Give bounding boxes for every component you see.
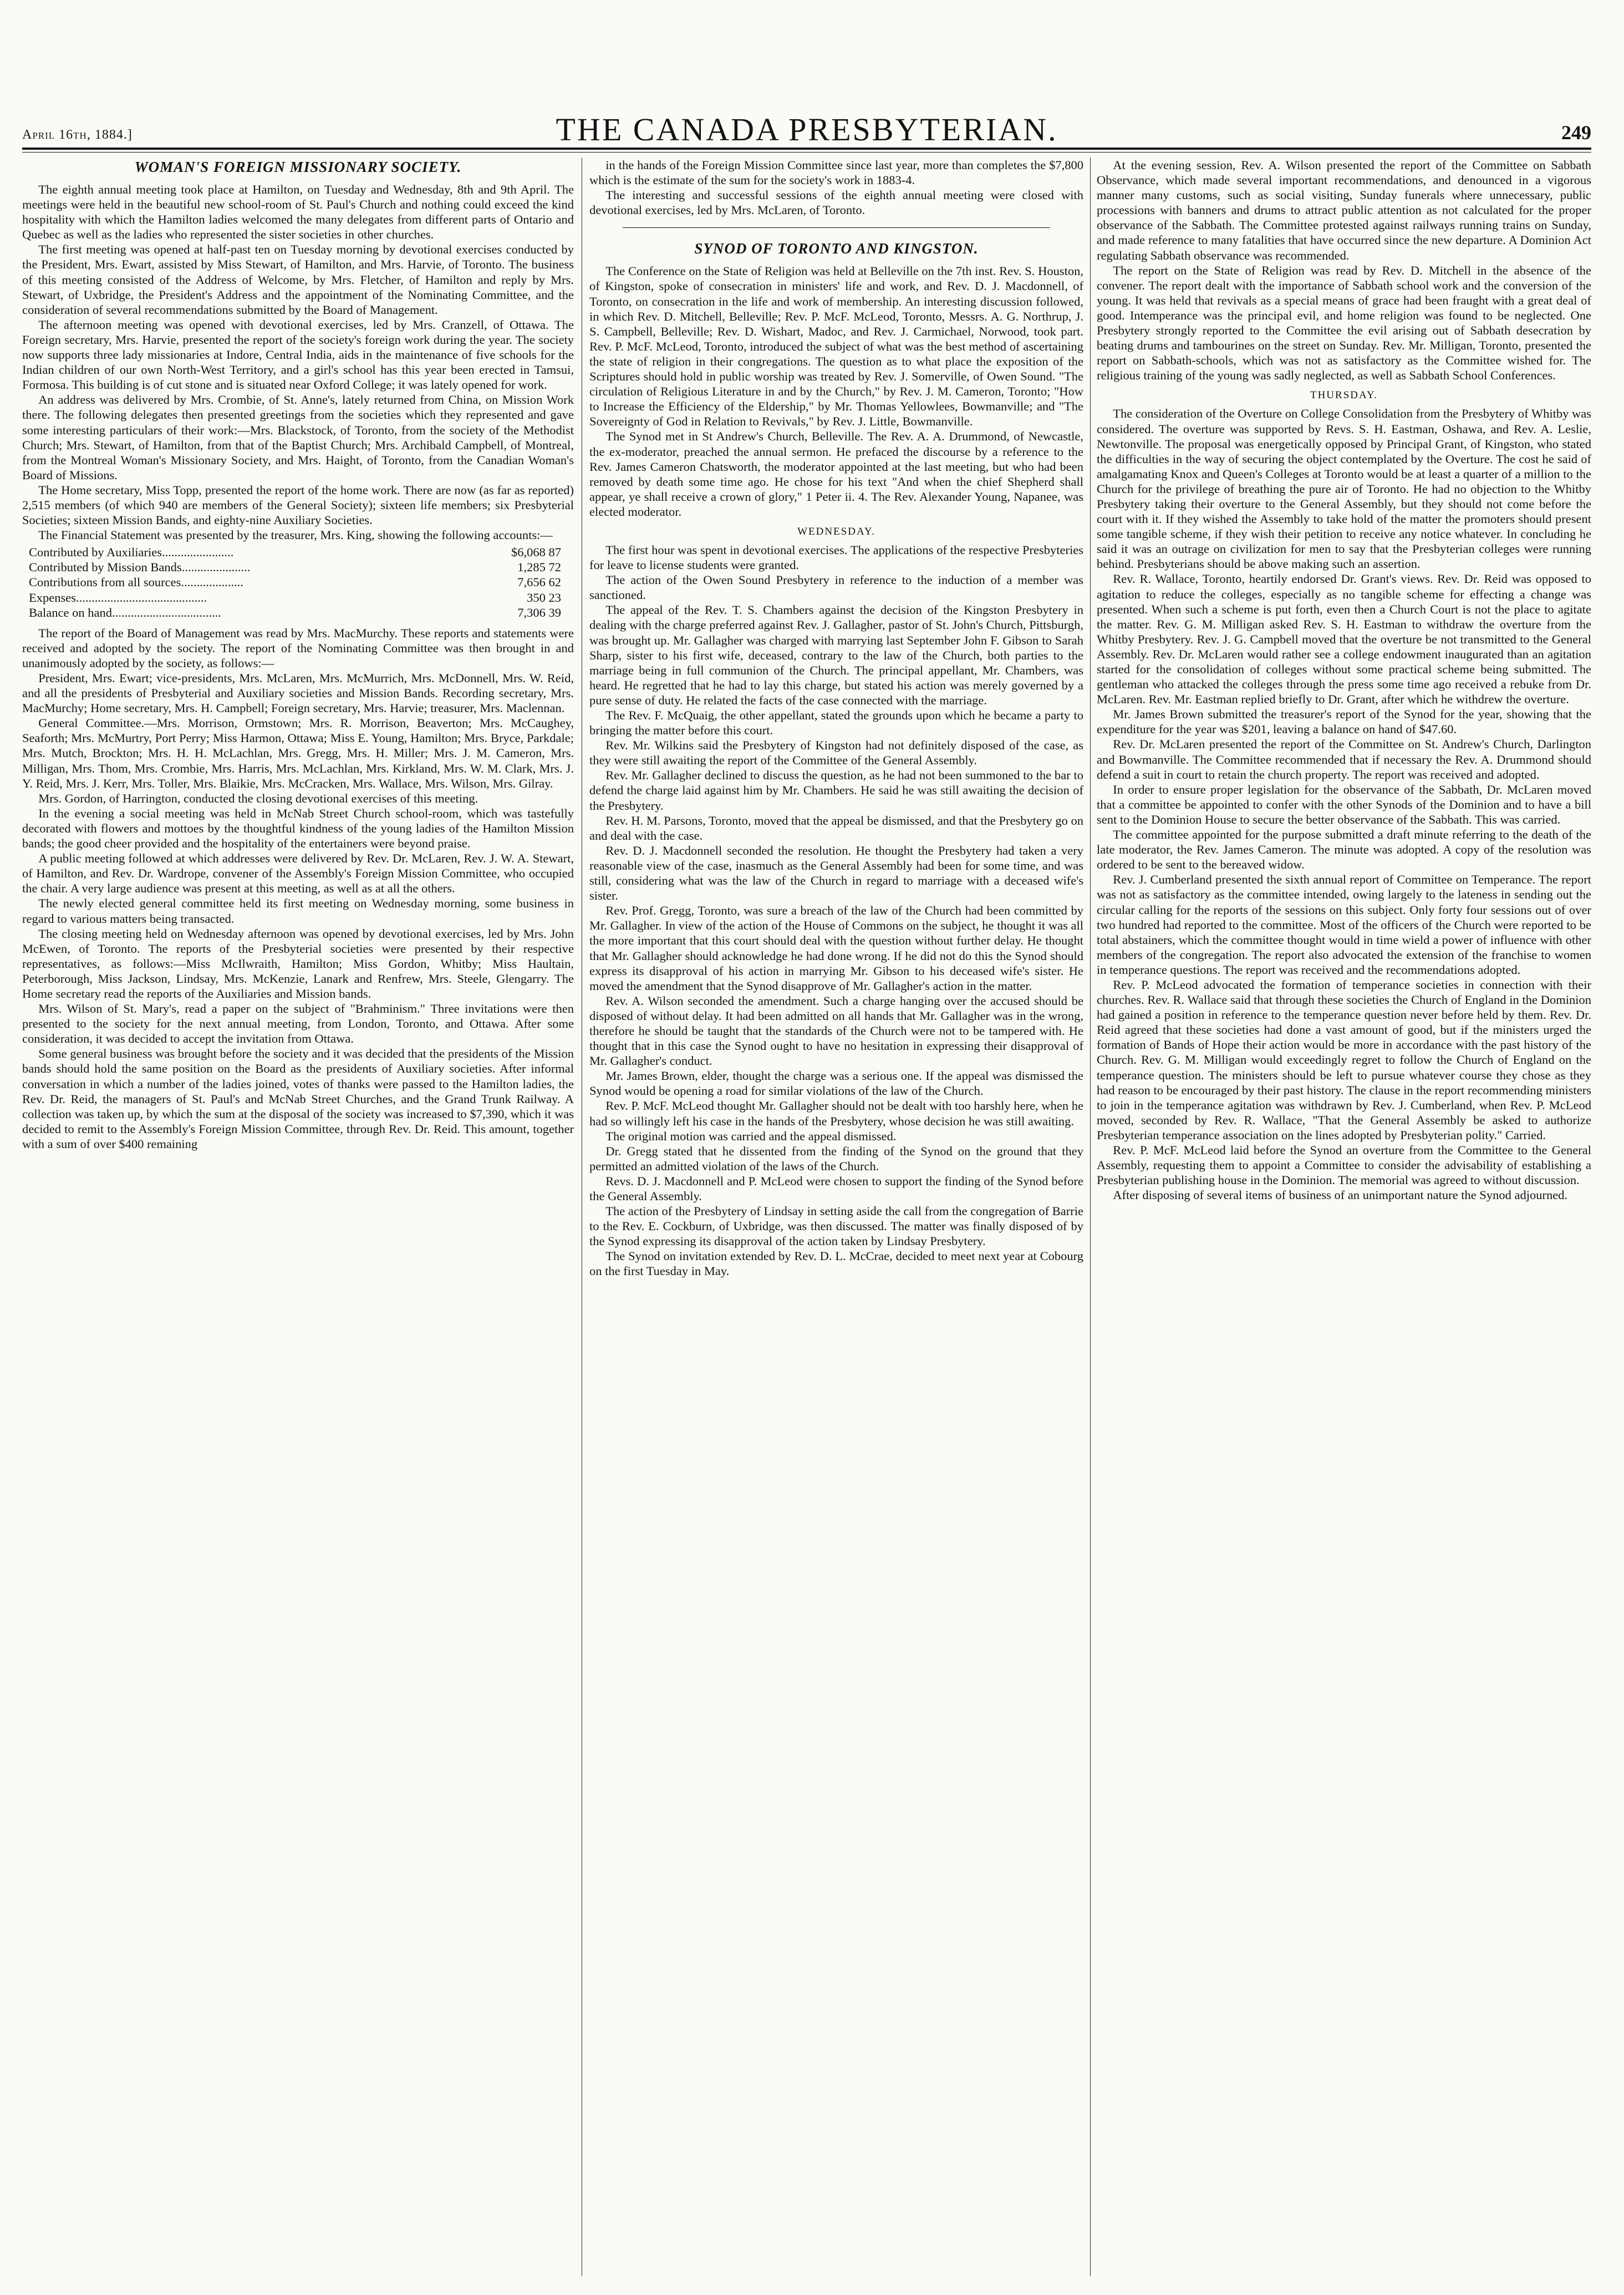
financial-statement	[29, 545, 561, 620]
header-rule-thin	[22, 152, 1591, 153]
issue-date: April 16th, 1884.]	[22, 128, 133, 142]
paragraph: An address was delivered by Mrs. Crombie, of St. Anne's, lately returned from China, on Mission Work there. The following delegates then presented greetings from the societies which they represented and gave some interesting particulars of their work:—Mrs. Blackstock, of Toronto, from the society of the Methodist Church; Mrs. Stewart, of Hamilton, from that of the Baptist Church; Mrs. Archibald Campbell, of Montreal, from the Montreal Woman's Missionary Society, and Mrs. Haight, of Toronto, from the Canadian Woman's Board of Missions.	[22, 393, 574, 482]
paragraph: A public meeting followed at which addresses were delivered by Rev. Dr. McLaren, Rev. J. W. A. Stewart, of Hamilton, and Rev. Dr. Wardrope, convener of the Assembly's Foreign Mission Committee, who occupied the chair. A very large audience was present at this meeting, as well as at all the others.	[22, 851, 574, 896]
column-3	[1097, 158, 1591, 2276]
paragraph: In the evening a social meeting was held in McNab Street Church school-room, which was tastefully decorated with flowers and mottoes by the thoughtful kindness of the young ladies of the Hamilton Mission bands; the good cheer provided and the hospitality of the entertainers were beyond praise.	[22, 806, 574, 851]
paragraph: The newly elected general committee held its first meeting on Wednesday morning, some business in regard to various matters being transacted.	[22, 896, 574, 926]
paragraph: The Synod on invitation extended by Rev. D. L. McCrae, decided to meet next year at Cobourg on the first Tuesday in May.	[589, 1249, 1083, 1278]
column-1	[22, 158, 574, 2276]
paragraph: Rev. D. J. Macdonnell seconded the resolution. He thought the Presbytery had taken a very reasonable view of the case, inasmuch as the General Assembly had been for some time, and was still, considering what was the law of the Church in regard to marriage with a deceased wife's sister.	[589, 843, 1083, 903]
paragraph: The consideration of the Overture on College Consolidation from the Presbytery of Whitby was considered. The overture was supported by Revs. S. H. Eastman, Oshawa, and Rev. A. Leslie, Newtonville. The proposal was energetically opposed by Principal Grant, of Kingston, who stated the difficulties in the way of securing the object contemplated by the Overture. The cost he said of amalgamating Knox and Queen's Colleges at Toronto would be at least a quarter of a million to the Church for the privilege of breathing the pure air of Toronto. He had no objection to the Whitby Presbytery taking their overture to the General Assembly, but they should not come before the court with it. If they wished the Assembly to take hold of the matter the promoters should present some tangible scheme, if they wish their petition to receive any notice whatever. In concluding he said it was an outrage on civilization for men to say that the Presbyterian colleges were running behind. Presbyterians should be above making such an assertion.	[1097, 407, 1591, 571]
paragraph: Rev. Prof. Gregg, Toronto, was sure a breach of the law of the Church had been committed by Mr. Gallagher. In view of the action of the House of Commons on the subject, he thought it was all the more important that this court should deal with the question without further delay. He thought that Mr. Gallagher should acknowledge he had done wrong. If he did not do this the Synod should express its disapproval of his action in marrying Mr. Gibson to his deceased wife's sister. He moved the amendment that the Synod disapprove of Mr. Gallagher's action in the matter.	[589, 903, 1083, 993]
paragraph: After disposing of several items of business of an unimportant nature the Synod adjourned.	[1113, 1188, 1568, 1202]
finance-amount: 1,285 72	[517, 560, 561, 575]
paragraph: The Conference on the State of Religion was held at Belleville on the 7th inst. Rev. S. Houston, of Kingston, spoke of consecration in ministers' life and work, and Rev. D. J. Macdonnell, of Toronto, on consecration in the life and work of membership. An interesting discussion followed, in which Rev. D. Mitchell, Belleville; Rev. P. McF. McLeod, Toronto, Messrs. A. G. Northrup, J. S. Campbell, Belleville; Rev. D. Wishart, Madoc, and Rev. J. Carmichael, Norwood, took part. Rev. P. McF. McLeod, Toronto, introduced the subject of what was the best method of ascertaining the state of religion in their congregations. The question as to what place the exposition of the Scriptures should hold in public worship was treated by Rev. J. Somerville, of Owen Sound. "The circulation of Religious Literature in and by the Church," by Rev. J. M. Cameron, Toronto; "How to Increase the Efficiency of the Eldership," by Mr. Thomas Yellowlees, Bowmanville; and "The Sovereignty of God in Relation to Revivals," by Rev. J. Little, Bowmanville.	[589, 264, 1083, 429]
paragraph: The afternoon meeting was opened with devotional exercises, led by Mrs. Cranzell, of Ottawa. The Foreign secretary, Mrs. Harvie, presented the report of the society's foreign work during the year. The society now supports three lady missionaries at Indore, Central India, aids in the maintenance of five schools for the Indian children of our own North-West Territory, and a girl's school has this year been erected in Tamsui, Formosa. This building is of cut stone and is situated near Oxford College; it was lately opened for work.	[22, 317, 574, 392]
paragraph: Dr. Gregg stated that he dissented from the finding of the Synod on the ground that they permitted an admitted violation of the laws of the Church.	[589, 1144, 1083, 1173]
column-divider	[1090, 158, 1091, 2276]
paragraph: Rev. H. M. Parsons, Toronto, moved that the appeal be dismissed, and that the Presbytery go on and deal with the case.	[589, 813, 1083, 842]
paragraph: Some general business was brought before the society and it was decided that the presidents of the Mission bands should hold the same position on the Board as the presidents of Auxiliary societies. After informal conversation in which a number of the ladies joined, votes of thanks were passed to the Hamilton ladies, the Rev. Dr. Reid, the managers of St. Paul's and McNab Street Churches, and the Grand Trunk Railway. A collection was taken up, by which the sum at the disposal of the society was increased to $7,390, which it was decided to remit to the Assembly's Foreign Mission Committee, through Rev. Dr. Reid. This amount, together with a sum of over $400 remaining	[22, 1047, 574, 1151]
paragraph: The Financial Statement was presented by the treasurer, Mrs. King, showing the following accounts:—	[38, 528, 553, 542]
article-heading-womans-society: WOMAN'S FOREIGN MISSIONARY SOCIETY.	[134, 159, 462, 175]
section-heading-thursday: THURSDAY.	[1310, 389, 1378, 402]
paragraph: General Committee.—Mrs. Morrison, Ormstown; Mrs. R. Morrison, Beaverton; Mrs. McCaughey, Seaforth; Mrs. McMurtry, Port Perry; Miss Harmon, Ottawa; Miss E. Young, Hamilton; Mrs. Bryce, Parkdale; Mrs. Mutch, Brockton; Mrs. H. H. McLachlan, Mrs. Gregg, Mrs. H. Miller; Mrs. J. M. Cameron, Mrs. Milligan, Mrs. Thom, Mrs. Crombie, Mrs. Harris, Mrs. McLachlan, Mrs. Kirkland, Mrs. W. M. Clark, Mrs. J. Y. Reid, Mrs. J. Kerr, Mrs. Toller, Mrs. Blaikie, Mrs. McCracken, Mrs. Wallace, Mrs. Wilson, Mrs. Gilray.	[22, 716, 574, 790]
paragraph: The report of the Board of Management was read by Mrs. MacMurchy. These reports and statements were received and adopted by the society. The report of the Nominating Committee was then brought in and unanimously adopted by the society, as follows:—	[22, 626, 574, 670]
paragraph: Rev. P. McF. McLeod thought Mr. Gallagher should not be dealt with too harshly here, when he had so willingly left his case in the hands of the Presbytery, whose decision he was still awaiting.	[589, 1099, 1083, 1128]
paragraph: In order to ensure proper legislation for the observance of the Sabbath, Dr. McLaren moved that a committee be appointed to confer with the other Synods of the Dominion and to have a bill sent to the Dominion House to secure the better observance of the Sabbath. This was carried.	[1097, 782, 1591, 826]
finance-label: Contributed by Mission Bands......................	[29, 560, 251, 575]
article-separator	[623, 227, 1050, 228]
newspaper-title: THE CANADA PRESBYTERIAN.	[556, 111, 1058, 148]
paragraph: Mrs. Gordon, of Harrington, conducted the closing devotional exercises of this meeting.	[38, 791, 478, 805]
paragraph: The appeal of the Rev. T. S. Chambers against the decision of the Kingston Presbytery in dealing with the charge preferred against Rev. J. Gallagher, pastor of St. John's Church, Pittsburgh, was brought up. Mr. Gallagher was charged with marrying last September John F. Gibson to Sarah Sharp, sister to his first wife, deceased, contrary to the law of the Church, both parties to the marriage being in full communion of the Church. The principal appellant, Mr. Chambers, was heard. He regretted that he had to lay this charge, but stated his action was merely governed by a pure sense of duty. He related the facts of the case connected with the marriage.	[589, 603, 1083, 707]
header-rule	[22, 148, 1591, 150]
finance-label: Balance on hand...................................	[29, 605, 221, 620]
finance-label: Contributions from all sources....................	[29, 575, 243, 590]
paragraph: Rev. A. Wilson seconded the amendment. Such a charge hanging over the accused should be disposed of without delay. It had been admitted on all hands that Mr. Gallagher was in the wrong, therefore he should be taught that the standards of the Church were not to be tampered with. He thought that in this case the Synod ought to have no hesitation in expressing their disapproval of Mr. Gallagher's conduct.	[589, 993, 1083, 1068]
column-2	[589, 158, 1083, 2276]
paragraph: Rev. Mr. Wilkins said the Presbytery of Kingston had not definitely disposed of the case, as they were still awaiting the report of the Committee of the General Assembly.	[589, 738, 1083, 768]
paragraph: The interesting and successful sessions of the eighth annual meeting were closed with devotional exercises, led by Mrs. McLaren, of Toronto.	[589, 188, 1083, 217]
finance-label: Contributed by Auxiliaries.......................	[29, 545, 234, 560]
paragraph: The Synod met in St Andrew's Church, Belleville. The Rev. A. A. Drummond, of Newcastle, the ex-moderator, preached the annual sermon. He prefaced the discourse by a reference to the Rev. James Cameron Chatsworth, the moderator appointed at the last meeting, but who had been removed by death some time ago. He chose for his text "And when the chief Shepherd shall appear, ye shall receive a crown of glory," 1 Peter ii. 4. The Rev. Alexander Young, Napanee, was elected moderator.	[589, 429, 1083, 519]
paragraph: President, Mrs. Ewart; vice-presidents, Mrs. McLaren, Mrs. McMurrich, Mrs. McDonnell, Mrs. W. Reid, and all the presidents of Presbyterial and Auxiliary societies and Mission Bands. Recording secretary, Mrs. MacMurchy; Home secretary, Mrs. H. Campbell; Foreign secretary, Mrs. Harvie; treasurer, Mrs. Maclennan.	[22, 671, 574, 715]
paragraph: The original motion was carried and the appeal dismissed.	[605, 1129, 897, 1143]
finance-amount: 7,306 39	[517, 605, 561, 620]
section-heading-wednesday: WEDNESDAY.	[797, 525, 875, 537]
paragraph: in the hands of the Foreign Mission Committee since last year, more than completes the $7,800 which is the estimate of the sum for the society's work in 1883-4.	[589, 158, 1083, 187]
article-heading-synod: SYNOD OF TORONTO AND KINGSTON.	[694, 240, 979, 257]
paragraph: Mr. James Brown, elder, thought the charge was a serious one. If the appeal was dismissed the Synod would be opening a road for similar violations of the law of the Church.	[589, 1069, 1083, 1098]
finance-amount: 7,656 62	[517, 575, 561, 590]
paragraph: Rev. R. Wallace, Toronto, heartily endorsed Dr. Grant's views. Rev. Dr. Reid was opposed to agitation to reduce the colleges, especially as no tangible scheme for effecting a change was presented. When such a scheme is put forth, even then a Church Court is not the place to agitate the matter. Rev. G. M. Milligan asked Rev. S. H. Eastman to withdraw the overture from the Whitby Presbytery. Rev. J. G. Campbell moved that the overture be not transmitted to the General Assembly. Rev. Dr. McLaren would rather see a college endowment inaugurated than an agitation started for the consolidation of colleges without some practical scheme being submitted. The gentleman who attacked the colleges through the press some time ago received a rebuke from Dr. McLaren. Rev. Mr. Eastman replied briefly to Dr. Grant, after which he withdrew the overture.	[1097, 572, 1591, 707]
finance-row	[29, 545, 561, 560]
paragraph: The first hour was spent in devotional exercises. The applications of the respective Presbyteries for leave to license students were granted.	[589, 542, 1083, 572]
paragraph: The closing meeting held on Wednesday afternoon was opened by devotional exercises, led by Mrs. John McEwen, of Toronto. The reports of the Presbyterial societies were presented by their respective representatives, as follows:—Miss McIlwraith, Hamilton; Miss Gordon, Whitby; Miss Haultain, Peterborough, Miss Jackson, Lindsay, Mrs. McKenzie, Lanark and Renfrew, Mrs. Steele, Glengarry. The Home secretary read the reports of the Auxiliaries and Mission bands.	[22, 926, 574, 1001]
paragraph: At the evening session, Rev. A. Wilson presented the report of the Committee on Sabbath Observance, which made several important recommendations, and denounced in a vigorous manner many customs, such as social visiting, Sunday funerals where unnecessary, public processions with banners and drums to attract public attention as not calculated for the proper observance of the Sabbath. The Committee protested against railways running trains on Sunday, and made reference to many fatalities that have occurred since the new departure. A Dominion Act regulating Sabbath observance was recommended.	[1097, 158, 1591, 262]
paragraph: The report on the State of Religion was read by Rev. D. Mitchell in the absence of the convener. The report dealt with the importance of Sabbath school work and the conversion of the young. It was held that revivals as a special means of grace had been fraught with a great deal of good. Intemperance was the principal evil, and home religion was found to be neglected. One Presbytery strongly reported to the Committee the evil arising out of Sabbath desecration by beating drums and tambourines on the street on Sunday. Rev. Mr. Milligan, Toronto, presented the report on Sabbath-schools, which was not as satisfactory as the Committee wished for. The religious training of the young was sadly neglected, as well as Sabbath School Conferences.	[1097, 263, 1591, 383]
paragraph: Revs. D. J. Macdonnell and P. McLeod were chosen to support the finding of the Synod before the General Assembly.	[589, 1174, 1083, 1203]
paragraph: The Home secretary, Miss Topp, presented the report of the home work. There are now (as far as reported) 2,515 members (of which 940 are members of the General Society); sixteen life members; six Presbyterial Societies; sixteen Mission Bands, and eighty-nine Auxiliary Societies.	[22, 483, 574, 527]
paragraph: The Rev. F. McQuaig, the other appellant, stated the grounds upon which he became a party to bringing the matter before this court.	[589, 708, 1083, 738]
finance-row	[29, 590, 561, 605]
paragraph: Mrs. Wilson of St. Mary's, read a paper on the subject of "Brahminism." Three invitations were then presented to the society for the next annual meeting, from London, Toronto, and Ottawa. After some consideration, it was decided to accept the invitation from Ottawa.	[22, 1002, 574, 1046]
finance-amount: 350 23	[527, 590, 561, 605]
paragraph: Rev. P. McF. McLeod laid before the Synod an overture from the Committee to the General Assembly, requesting them to appoint a Committee to consider the advisability of establishing a Presbyterian publishing house in the Dominion. The memorial was agreed to without discussion.	[1097, 1143, 1591, 1187]
finance-row	[29, 605, 561, 620]
paragraph: The committee appointed for the purpose submitted a draft minute referring to the death of the late moderator, the Rev. James Cameron. The minute was adopted. A copy of the resolution was ordered to be sent to the bereaved widow.	[1097, 827, 1591, 872]
paragraph: Mr. James Brown submitted the treasurer's report of the Synod for the year, showing that the expenditure for the year was $201, leaving a balance on hand of $47.60.	[1097, 707, 1591, 737]
paragraph: The first meeting was opened at half-past ten on Tuesday morning by devotional exercises conducted by the President, Mrs. Ewart, assisted by Miss Stewart, of Hamilton, and Mrs. Harvie, of Toronto. The business of this meeting consisted of the Address of Welcome, by Mrs. Fletcher, of Hamilton and reply by Mrs. Stewart, of Uxbridge, the President's Address and the appointment of the Nominating Committee, and the consideration of several recommendations submitted by the Board of Management.	[22, 242, 574, 317]
finance-row	[29, 575, 561, 590]
paragraph: Rev. P. McLeod advocated the formation of temperance societies in connection with their churches. Rev. R. Wallace said that through these societies the Church of England in the Dominion had gained a position in reference to the temperance question never before held by them. Rev. Dr. Reid agreed that these societies had done a vast amount of good, but if the ministers urged the formation of Bands of Hope their action would be more in accordance with the past history of the Church. Rev. G. M. Milligan would exceedingly regret to follow the Church of England on the temperance question. The ministers should be left to pursue whatever course they chose as they had reason to be encouraged by their past history. The clause in the report recommending ministers to join in the temperance agitation was withdrawn by Rev. J. Cumberland, when Rev. P. McLeod moved, seconded by Rev. R. Wallace, "That the General Assembly be asked to authorize Presbyterian temperance association on the lines adopted by Presbyterian polity." Carried.	[1097, 977, 1591, 1142]
finance-amount: $6,068 87	[511, 545, 561, 560]
finance-label: Expenses..........................................	[29, 590, 207, 605]
paragraph: Rev. Dr. McLaren presented the report of the Committee on St. Andrew's Church, Darlington and Bowmanville. The Committee recommended that if necessary the Rev. A. Drummond should defend a suit in court to retain the church property. The report was received and adopted.	[1097, 737, 1591, 781]
paragraph: Rev. J. Cumberland presented the sixth annual report of Committee on Temperance. The report was not as satisfactory as the committee intended, owing largely to the lateness in sending out the circular calling for the reports of the sessions on this subject. Only forty four sessions out of over two hundred had reported to the committee. Most of the officers of the Church were reported to be total abstainers, which the committee thought would in time wield a power of influence with other members of the congregation. The report also advocated the extension of the franchise to women in temperance questions. The report was received and the recommendations adopted.	[1097, 872, 1591, 977]
paragraph: The action of the Presbytery of Lindsay in setting aside the call from the congregation of Barrie to the Rev. E. Cockburn, of Uxbridge, was then discussed. The matter was finally disposed of by the Synod expressing its disapproval of the action taken by Lindsay Presbytery.	[589, 1204, 1083, 1248]
paragraph: Rev. Mr. Gallagher declined to discuss the question, as he had not been summoned to the bar to defend the charge laid against him by Mr. Chambers. He said he was still awaiting the decision of the Presbytery.	[589, 768, 1083, 813]
paragraph: The action of the Owen Sound Presbytery in reference to the induction of a member was sanctioned.	[589, 573, 1083, 602]
page-number: 249	[1561, 121, 1591, 144]
finance-row	[29, 560, 561, 575]
page-header	[22, 111, 1591, 148]
paragraph: The eighth annual meeting took place at Hamilton, on Tuesday and Wednesday, 8th and 9th April. The meetings were held in the beautiful new school-room of St. Paul's Church and nothing could exceed the kind hospitality with which the Hamilton ladies welcomed the many delegates from different parts of Ontario and Quebec as well as the ladies who represented the sister societies in other churches.	[22, 182, 574, 242]
